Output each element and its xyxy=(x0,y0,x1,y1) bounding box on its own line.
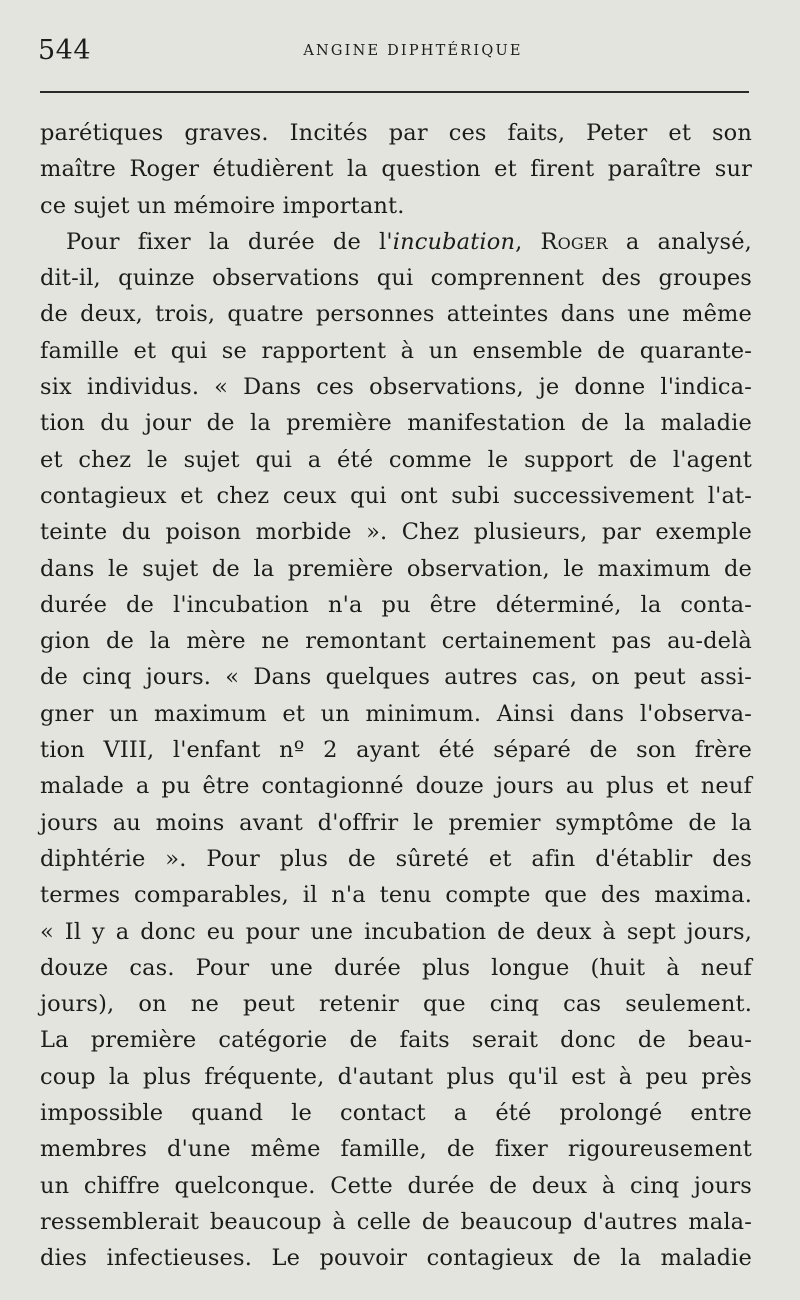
running-title: ANGINE DIPHTÉRIQUE xyxy=(303,43,523,59)
text-line: parétiques graves. Incités par ces faits, Peter et son xyxy=(40,120,752,146)
text-line: malade a pu être contagionné douze jours au plus et neuf xyxy=(40,773,752,800)
text-line: impossible quand le contact a été prolongé entre xyxy=(40,1100,752,1127)
text-line: douze cas. Pour une durée plus longue (huit à neuf xyxy=(40,954,752,981)
text-line: coup la plus fréquente, d'autant plus qu'il est à peu près xyxy=(40,1063,752,1090)
text-line: de cinq jours. « Dans quelques autres cas, on peut assi- xyxy=(40,664,752,691)
text-line: un chiffre quelconque. Cette durée de deux à cinq jours xyxy=(40,1172,752,1199)
text-line: dies infectieuses. Le pouvoir contagieux de la maladie xyxy=(40,1245,752,1272)
body-text xyxy=(40,115,752,1277)
text-line: famille et qui se rapportent à un ensemble de quarante- xyxy=(40,337,752,364)
text-line: termes comparables, il n'a tenu compte que des maxima. xyxy=(40,882,752,909)
text-line: gner un maximum et un minimum. Ainsi dans l'observa- xyxy=(40,700,752,727)
text-line: de deux, trois, quatre personnes atteintes dans une même xyxy=(40,301,752,328)
text-line: maître Roger étudièrent la question et firent paraître sur xyxy=(40,156,752,183)
text-line: teinte du poison morbide ». Chez plusieurs, par exemple xyxy=(40,519,752,546)
page-number: 544 xyxy=(38,35,92,66)
text-line: ce sujet un mémoire important. xyxy=(40,192,405,219)
text-fragment: , xyxy=(515,228,541,255)
author-name: Roger xyxy=(540,228,608,255)
text-line: La première catégorie de faits serait donc de beau- xyxy=(40,1027,752,1054)
text-line: membres d'une même famille, de fixer rigoureusement xyxy=(40,1136,752,1163)
text-line: jours au moins avant d'offrir le premier symptôme de la xyxy=(40,809,752,836)
text-line: ressemblerait beaucoup à celle de beaucoup d'autres mala- xyxy=(40,1208,752,1235)
text-line: jours), on ne peut retenir que cinq cas seulement. xyxy=(40,991,752,1018)
text-line: et chez le sujet qui a été comme le support de l'agent xyxy=(40,446,752,473)
text-line: tion du jour de la première manifestation de la maladie xyxy=(40,410,752,437)
page-header xyxy=(38,34,752,68)
text-line: tion VIII, l'enfant nº 2 ayant été séparé de son frère xyxy=(40,737,752,764)
italic-term: incubation xyxy=(392,228,516,255)
text-fragment: Pour fixer la durée de l' xyxy=(66,228,393,255)
header-rule xyxy=(40,91,749,93)
text-line: « Il y a donc eu pour une incubation de deux à sept jours, xyxy=(40,918,752,945)
text-line: durée de l'incubation n'a pu être déterminé, la conta- xyxy=(40,591,752,618)
text-line: diphtérie ». Pour plus de sûreté et afin d'établir des xyxy=(40,845,752,872)
text-line: dit-il, quinze observations qui comprennent des groupes xyxy=(40,265,752,292)
text-line: contagieux et chez ceux qui ont subi successivement l'at- xyxy=(40,482,752,509)
text-fragment: a analysé, xyxy=(607,228,752,255)
text-line xyxy=(40,224,752,260)
text-line: gion de la mère ne remontant certainement pas au-delà xyxy=(40,628,752,655)
text-line: dans le sujet de la première observation, le maximum de xyxy=(40,555,752,582)
text-line: six individus. « Dans ces observations, je donne l'indica- xyxy=(40,374,752,401)
